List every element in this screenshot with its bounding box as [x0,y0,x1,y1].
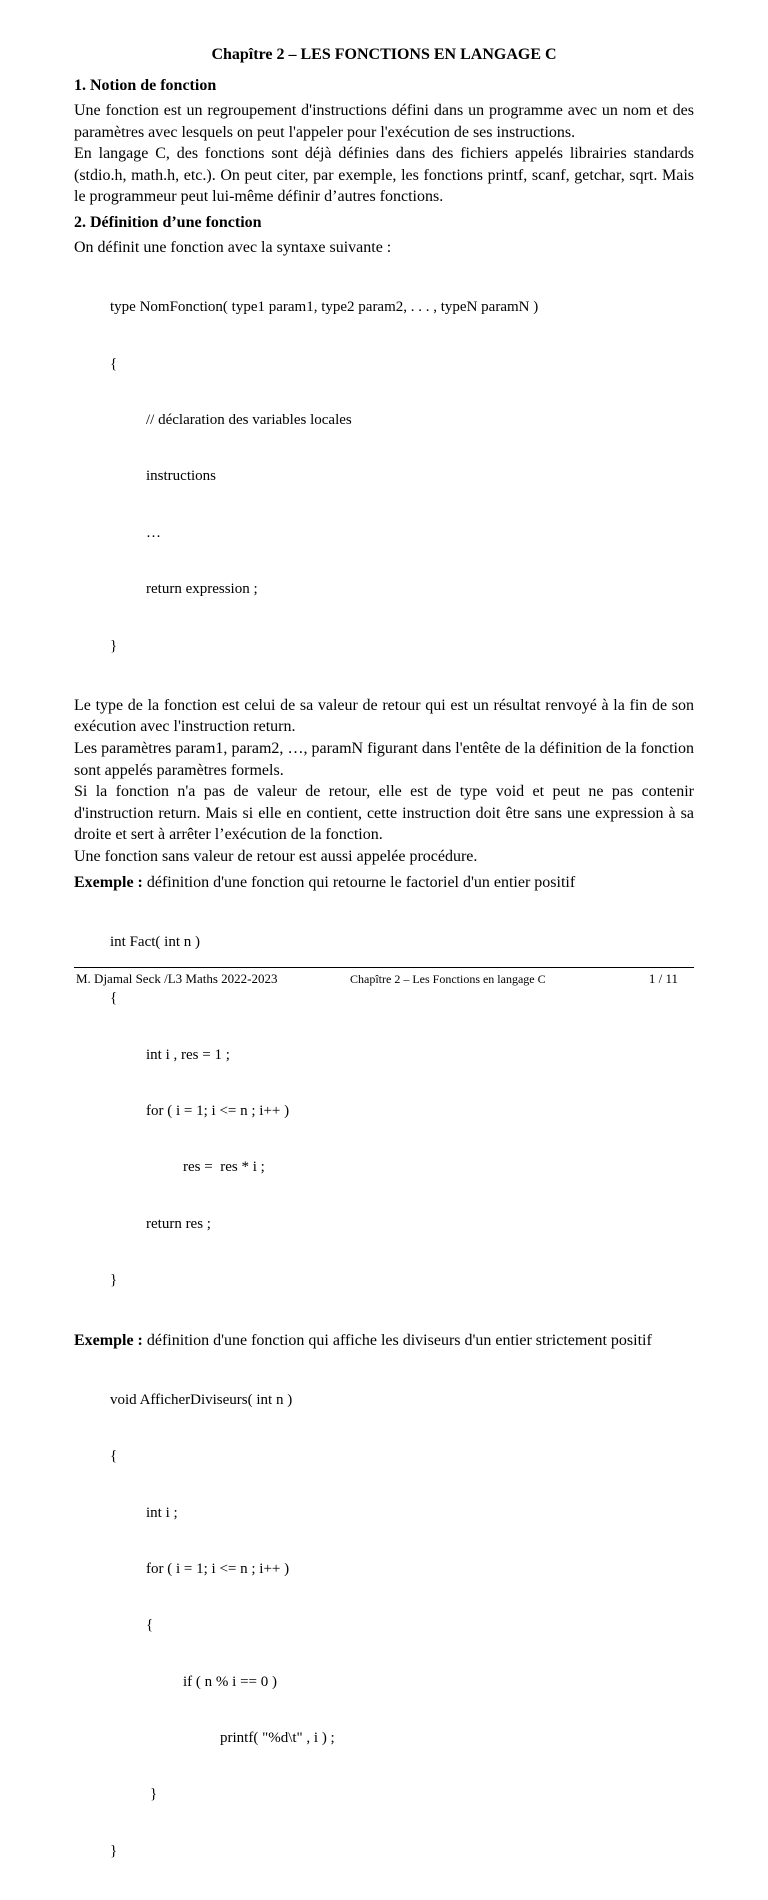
section-2-paragraph-4: Une fonction sans valeur de retour est aussi appelée procédure. [74,848,478,866]
code-line: { [110,1448,118,1465]
code-line: { [146,1617,154,1634]
code-line: { [110,990,118,1007]
code-line: int i , res = 1 ; [146,1046,230,1063]
section-1-paragraph-1: Une fonction est un regroupement d'instructions défini dans un programme avec un nom et des paramètres avec lesquels on peut l'appeler pour l'exécution de ses instructions. [74,102,694,141]
code-line: // déclaration des variables locales [146,411,352,428]
code-line: int i ; [146,1504,178,1521]
code-line: } [110,1272,118,1289]
example-1-intro [74,872,694,894]
section-2-paragraph-2: Les paramètres param1, param2, …, paramN figurant dans l'entête de la définition de la fonction sont appelés paramètres formels. [74,740,694,779]
section-2-heading: 2. Définition d’une fonction [74,213,262,231]
code-line: } [110,637,118,654]
code-line: printf( "%d\t" , i ) ; [220,1730,335,1747]
code-line: if ( n % i == 0 ) [183,1673,277,1690]
code-line: int Fact( int n ) [110,933,200,950]
section-1-paragraph-2: En langage C, des fonctions sont déjà définies dans des fichiers appelés librairies standards (stdio.h, math.h, etc.). On peut citer, par exemple, les fonctions printf, scanf, getchar, sqrt. Mais le programmeur peut lui-même définir d’autres fonctions. [74,145,694,206]
page-footer [74,971,694,991]
footer-page-number: 1 / 11 [648,971,678,986]
code-line: return expression ; [146,581,258,598]
section-2-intro: On définit une fonction avec la syntaxe suivante : [74,238,392,256]
syntax-code-block [74,261,694,693]
example-1-text: définition d'une fonction qui retourne le factoriel d'un entier positif [142,873,576,891]
code-line: instructions [146,468,216,485]
section-2-paragraph-1: Le type de la fonction est celui de sa valeur de retour qui est un résultat renvoyé à la fin de son exécution avec l'instruction return. [74,696,694,736]
code-line: } [110,1842,118,1859]
code-line: { [110,355,118,372]
section-2-paragraph-3: Si la fonction n'a pas de valeur de retour, elle est de type void et peut ne pas contenir d'instruction return. Mais si elle en contient, cette instruction doit être sans une expression à sa droite et sert à arrêter l’exécution de la fonction. [74,783,694,844]
footer-author: M. Djamal Seck /L3 Maths 2022-2023 [76,971,278,986]
footer-divider [74,967,694,968]
code-line: res = res * i ; [183,1159,265,1176]
example-2-text: définition d'une fonction qui affiche les diviseurs d'un entier strictement positif [142,1331,652,1349]
footer-chapter: Chapître 2 – Les Fonctions en langage C [350,972,546,986]
example-1-label: Exemple : [74,873,143,891]
example-2-label: Exemple : [74,1331,143,1349]
code-line: } [150,1786,158,1803]
example-1-code-block [74,895,694,1327]
code-line: void AfficherDiviseurs( int n ) [110,1391,293,1408]
code-line: for ( i = 1; i <= n ; i++ ) [146,1560,290,1577]
page-title: Chapître 2 – LES FONCTIONS EN LANGAGE C [211,46,557,63]
section-1-heading: 1. Notion de fonction [74,77,217,94]
code-line: … [146,524,161,541]
code-line: for ( i = 1; i <= n ; i++ ) [146,1103,290,1119]
example-2-intro [74,1330,694,1352]
example-2-code-block [74,1353,694,1898]
code-line: return res ; [146,1215,211,1232]
code-line: type NomFonction( type1 param1, type2 param2, . . . , typeN paramN ) [110,299,539,316]
